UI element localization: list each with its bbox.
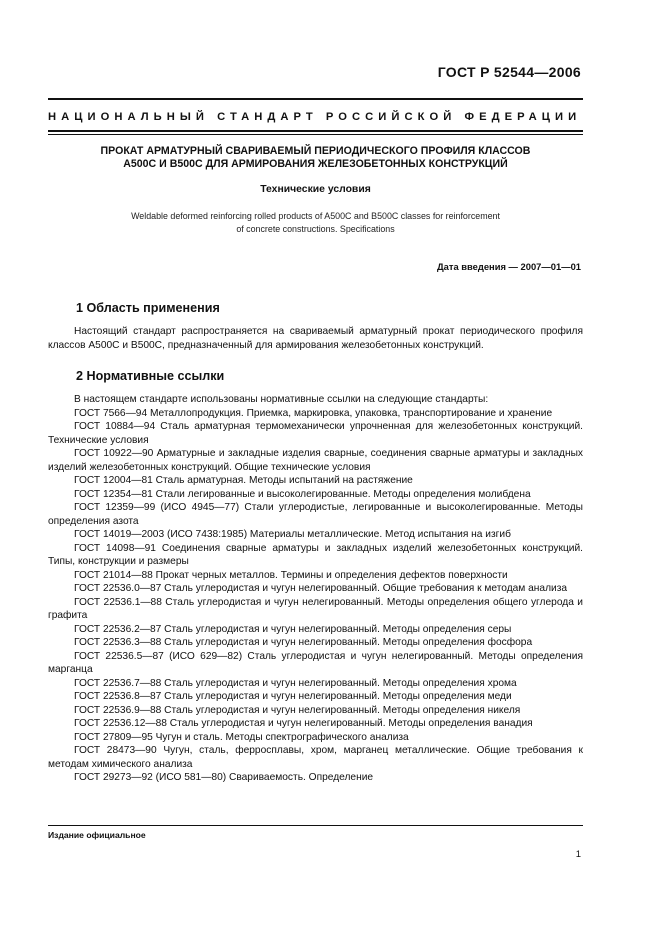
section-2-intro: В настоящем стандарте использованы нормативные ссылки на следующие стандарты: (74, 394, 489, 405)
rule-bottom-thin (48, 134, 583, 135)
section-2-heading: 2 Нормативные ссылки (76, 369, 225, 383)
introduction-date: Дата введения — 2007—01—01 (436, 261, 581, 272)
reference-item: ГОСТ 7566—94 Металлопродукция. Приемка, маркировка, упаковка, транспортирование и хранение (74, 407, 553, 419)
reference-item: ГОСТ 22536.2—87 Сталь углеродистая и чугун нелегированный. Методы определения серы (74, 623, 512, 635)
reference-item: ГОСТ 12359—99 (ИСО 4945—77) Стали углеродистые, легированные и высоколегированные. Методы определения азота (48, 502, 583, 527)
rule-bottom-thick (48, 130, 583, 132)
national-standard-banner: НАЦИОНАЛЬНЫЙ СТАНДАРТ РОССИЙСКОЙ ФЕДЕРАЦИИ (48, 111, 582, 123)
reference-item: ГОСТ 22536.9—88 Сталь углеродистая и чугун нелегированный. Методы определения никеля (74, 704, 521, 716)
document-body (48, 300, 583, 785)
document-subtitle: Технические условия (260, 184, 371, 195)
reference-item: ГОСТ 14019—2003 (ИСО 7438:1985) Материалы металлические. Метод испытания на изгиб (74, 529, 511, 540)
reference-item: ГОСТ 28473—90 Чугун, сталь, ферросплавы, хром, марганец металлические. Общие требования к методам химического анализа (48, 745, 583, 770)
reference-item: ГОСТ 12354—81 Стали легированные и высоколегированные. Методы определения молибдена (74, 488, 531, 500)
reference-item: ГОСТ 29273—92 (ИСО 581—80) Свариваемость. Определение (74, 772, 374, 783)
reference-item: ГОСТ 14098—91 Соединения сварные арматуры и закладных изделий железобетонных конструкций. Типы, конструкции и размеры (48, 542, 583, 567)
official-edition-label: Издание официальное (48, 830, 146, 840)
reference-item: ГОСТ 22536.7—88 Сталь углеродистая и чугун нелегированный. Методы определения хрома (74, 677, 517, 689)
reference-item: ГОСТ 10884—94 Сталь арматурная термомеханически упрочненная для железобетонных конструкций. Технические условия (48, 421, 583, 446)
reference-item: ГОСТ 22536.12—88 Сталь углеродистая и чугун нелегированный. Методы определения ванадия (74, 718, 533, 729)
reference-item: ГОСТ 22536.3—88 Сталь углеродистая и чугун нелегированный. Методы определения фосфора (74, 637, 533, 648)
normative-references-list (48, 407, 583, 785)
title-line-2: А500С И В500С ДЛЯ АРМИРОВАНИЯ ЖЕЛЕЗОБЕТОННЫХ КОНСТРУКЦИЙ (123, 158, 508, 170)
reference-item: ГОСТ 21014—88 Прокат черных металлов. Термины и определения дефектов поверхности (74, 569, 508, 581)
english-title (48, 210, 583, 235)
reference-item: ГОСТ 22536.8—87 Сталь углеродистая и чугун нелегированный. Методы определения меди (74, 691, 512, 702)
reference-item: ГОСТ 22536.5—87 (ИСО 629—82) Сталь углеродистая и чугун нелегированный. Методы определения марганца (48, 650, 583, 675)
reference-item: ГОСТ 27809—95 Чугун и сталь. Методы спектрографического анализа (74, 731, 409, 743)
doc-number: ГОСТ Р 52544—2006 (437, 64, 581, 80)
page-number: 1 (575, 849, 581, 860)
footer-rule (48, 825, 583, 826)
english-title-line-1: Weldable deformed reinforcing rolled products of A500C and B500C classes for reinforcement (131, 211, 500, 221)
reference-item: ГОСТ 10922—90 Арматурные и закладные изделия сварные, соединения сварные арматуры и закладных изделий железобетонных конструкций. Общие технические условия (48, 448, 583, 473)
section-1-text: Настоящий стандарт распространяется на свариваемый арматурный прокат периодического профиля классов А500С и В500С, предназначенный для армирования железобетонных конструкций. (48, 326, 583, 351)
reference-item: ГОСТ 22536.1—88 Сталь углеродистая и чугун нелегированный. Методы определения общего углерода и графита (48, 596, 583, 621)
reference-item: ГОСТ 12004—81 Сталь арматурная. Методы испытаний на растяжение (74, 475, 413, 486)
title-line-1: ПРОКАТ АРМАТУРНЫЙ СВАРИВАЕМЫЙ ПЕРИОДИЧЕСКОГО ПРОФИЛЯ КЛАССОВ (100, 145, 531, 157)
rule-top (48, 98, 583, 100)
document-title (48, 145, 583, 171)
english-title-line-2: of concrete constructions. Specifications (236, 223, 395, 234)
section-1-heading: 1 Область применения (76, 301, 220, 315)
reference-item: ГОСТ 22536.0—87 Сталь углеродистая и чугун нелегированный. Общие требования к методам анализа (74, 583, 568, 594)
